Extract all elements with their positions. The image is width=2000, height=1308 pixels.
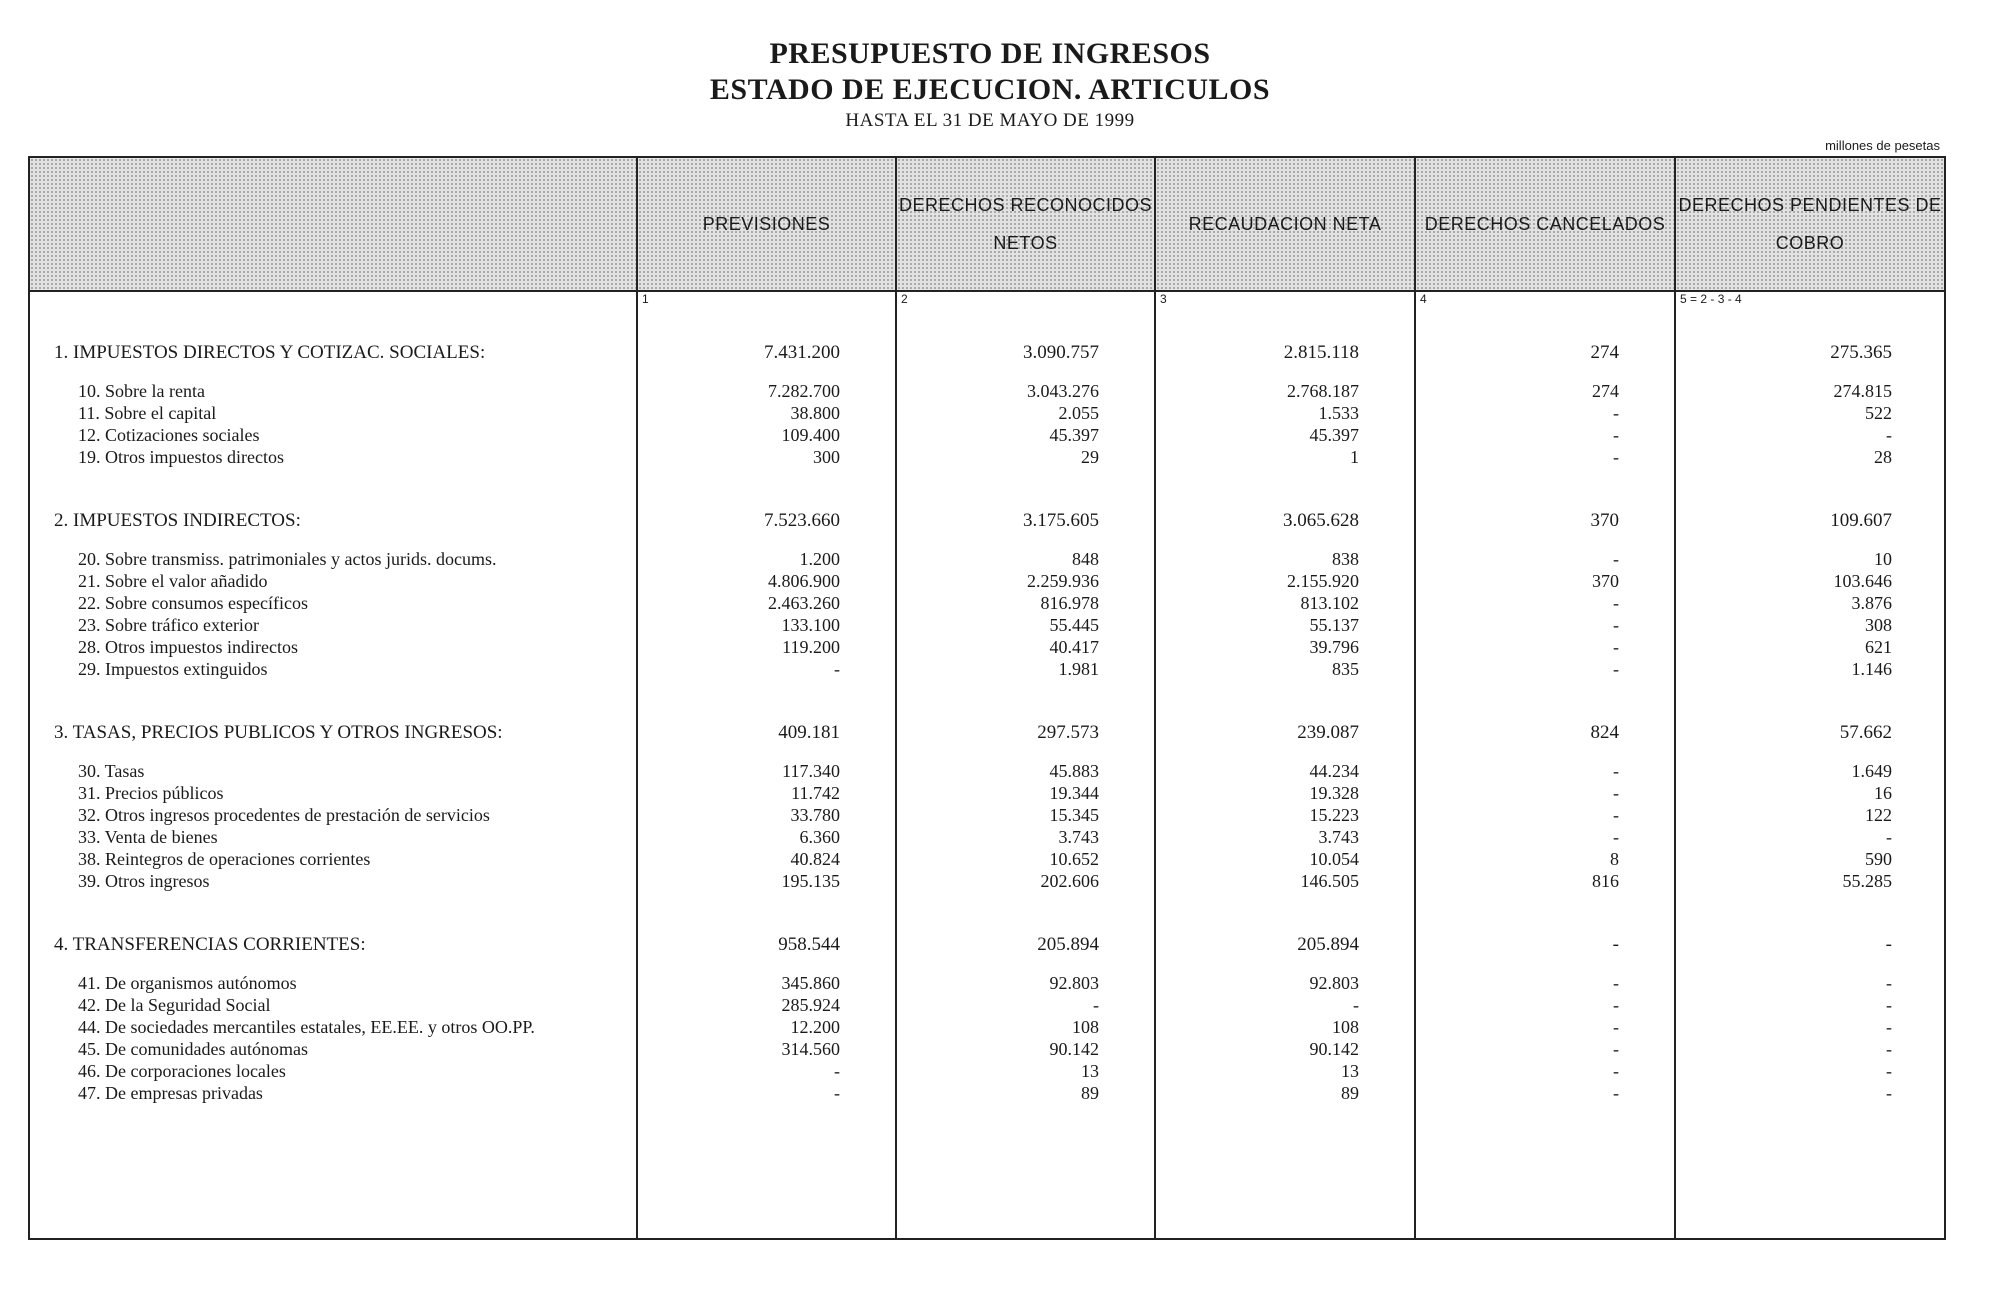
item-row-label: 47. De empresas privadas <box>29 1082 637 1104</box>
item-row-label: 11. Sobre el capital <box>29 402 637 424</box>
item-row-value-col4: - <box>1415 658 1675 680</box>
item-row-value-col3: 838 <box>1155 548 1415 570</box>
item-row-value-col3: 3.743 <box>1155 826 1415 848</box>
header-col-2: DERECHOS RECONOCIDOS NETOS <box>896 157 1155 291</box>
section-row-value-col4: 274 <box>1415 340 1675 366</box>
column-number: 1 <box>637 291 896 316</box>
report-header <box>0 36 1980 132</box>
item-row-value-col4: 8 <box>1415 848 1675 870</box>
item-row-value-col1: 6.360 <box>637 826 896 848</box>
item-row-value-col5: - <box>1675 826 1945 848</box>
section-row-value-col4: 370 <box>1415 508 1675 534</box>
header-col-5: DERECHOS PENDIENTES DE COBRO <box>1675 157 1945 291</box>
budget-table <box>28 156 1946 1240</box>
section-row-label: 4. TRANSFERENCIAS CORRIENTES: <box>29 932 637 958</box>
item-row-value-col1: 2.463.260 <box>637 592 896 614</box>
section-row-value-col3: 2.815.118 <box>1155 340 1415 366</box>
item-row-value-col3: 55.137 <box>1155 614 1415 636</box>
item-row-value-col3: 92.803 <box>1155 972 1415 994</box>
item-row-value-col1: 1.200 <box>637 548 896 570</box>
item-row-value-col3: 1 <box>1155 446 1415 468</box>
header-description <box>29 157 637 291</box>
item-row-value-col4: - <box>1415 994 1675 1016</box>
item-row-value-col2: 19.344 <box>896 782 1155 804</box>
report-date: HASTA EL 31 DE MAYO DE 1999 <box>845 110 1135 131</box>
item-row-value-col1: 314.560 <box>637 1038 896 1060</box>
item-row-label: 45. De comunidades autónomas <box>29 1038 637 1060</box>
item-row-value-col2: 1.981 <box>896 658 1155 680</box>
item-row-label: 46. De corporaciones locales <box>29 1060 637 1082</box>
item-row-value-col2: 45.397 <box>896 424 1155 446</box>
section-row <box>29 340 1945 366</box>
item-row-value-col4: - <box>1415 424 1675 446</box>
item-row-value-col2: 45.883 <box>896 760 1155 782</box>
item-row-value-col1: 195.135 <box>637 870 896 892</box>
item-row-value-col3: 2.768.187 <box>1155 380 1415 402</box>
header-col-1: PREVISIONES <box>637 157 896 291</box>
item-row-value-col4: 816 <box>1415 870 1675 892</box>
item-row-label: 31. Precios públicos <box>29 782 637 804</box>
item-row <box>29 402 1945 424</box>
item-row-value-col5: 103.646 <box>1675 570 1945 592</box>
section-row-value-col4: 824 <box>1415 720 1675 746</box>
item-row-label: 29. Impuestos extinguidos <box>29 658 637 680</box>
item-row-label: 19. Otros impuestos directos <box>29 446 637 468</box>
item-row-value-col3: 835 <box>1155 658 1415 680</box>
item-row <box>29 1060 1945 1082</box>
item-row-value-col2: 29 <box>896 446 1155 468</box>
item-row-value-col2: 3.043.276 <box>896 380 1155 402</box>
item-row-label: 23. Sobre tráfico exterior <box>29 614 637 636</box>
section-row-value-col2: 3.175.605 <box>896 508 1155 534</box>
section-row <box>29 720 1945 746</box>
item-row <box>29 870 1945 892</box>
item-row-value-col1: 11.742 <box>637 782 896 804</box>
item-row-value-col1: 12.200 <box>637 1016 896 1038</box>
column-number: 2 <box>896 291 1155 316</box>
item-row-value-col2: 55.445 <box>896 614 1155 636</box>
item-row-label: 10. Sobre la renta <box>29 380 637 402</box>
section-row-label: 3. TASAS, PRECIOS PUBLICOS Y OTROS INGRESOS: <box>29 720 637 746</box>
item-row-value-col1: 7.282.700 <box>637 380 896 402</box>
section-row-value-col1: 7.523.660 <box>637 508 896 534</box>
item-row-value-col4: 370 <box>1415 570 1675 592</box>
item-row-value-col4: - <box>1415 446 1675 468</box>
item-row-value-col4: - <box>1415 614 1675 636</box>
item-row <box>29 380 1945 402</box>
item-row-value-col1: 117.340 <box>637 760 896 782</box>
item-row-value-col4: - <box>1415 782 1675 804</box>
item-row-value-col2: 92.803 <box>896 972 1155 994</box>
item-row-value-col4: - <box>1415 592 1675 614</box>
item-row-value-col1: 38.800 <box>637 402 896 424</box>
item-row-value-col4: - <box>1415 826 1675 848</box>
item-row-label: 33. Venta de bienes <box>29 826 637 848</box>
item-row-value-col3: 10.054 <box>1155 848 1415 870</box>
item-row-value-col5: 122 <box>1675 804 1945 826</box>
section-row-value-col3: 239.087 <box>1155 720 1415 746</box>
item-row-value-col2: 3.743 <box>896 826 1155 848</box>
item-row-value-col1: 300 <box>637 446 896 468</box>
item-row <box>29 1016 1945 1038</box>
item-row-value-col4: - <box>1415 1060 1675 1082</box>
item-row-value-col4: - <box>1415 548 1675 570</box>
item-row-value-col4: - <box>1415 1016 1675 1038</box>
item-row-label: 20. Sobre transmiss. patrimoniales y actos jurids. docums. <box>29 548 637 570</box>
section-row-value-col5: 275.365 <box>1675 340 1945 366</box>
item-row-value-col2: 108 <box>896 1016 1155 1038</box>
table-body <box>29 291 1945 1239</box>
header-col-4: DERECHOS CANCELADOS <box>1415 157 1675 291</box>
section-row-label: 2. IMPUESTOS INDIRECTOS: <box>29 508 637 534</box>
item-row-value-col5: 3.876 <box>1675 592 1945 614</box>
item-row <box>29 658 1945 680</box>
item-row-value-col5: 1.649 <box>1675 760 1945 782</box>
item-row-value-col5: - <box>1675 994 1945 1016</box>
item-row-value-col2: 816.978 <box>896 592 1155 614</box>
item-row-value-col3: 146.505 <box>1155 870 1415 892</box>
item-row-value-col5: 16 <box>1675 782 1945 804</box>
section-row-value-col1: 958.544 <box>637 932 896 958</box>
item-row-label: 12. Cotizaciones sociales <box>29 424 637 446</box>
item-row-label: 42. De la Seguridad Social <box>29 994 637 1016</box>
item-row-value-col5: - <box>1675 1082 1945 1104</box>
item-row-label: 38. Reintegros de operaciones corrientes <box>29 848 637 870</box>
item-row-value-col3: 1.533 <box>1155 402 1415 424</box>
item-row-value-col4: - <box>1415 760 1675 782</box>
item-row-value-col5: 55.285 <box>1675 870 1945 892</box>
column-number: 4 <box>1415 291 1675 316</box>
section-row-value-col3: 3.065.628 <box>1155 508 1415 534</box>
item-row-value-col1: 40.824 <box>637 848 896 870</box>
item-row <box>29 548 1945 570</box>
item-row-value-col4: - <box>1415 402 1675 424</box>
item-row-value-col5: 10 <box>1675 548 1945 570</box>
item-row-value-col1: 133.100 <box>637 614 896 636</box>
section-row-value-col1: 409.181 <box>637 720 896 746</box>
header-col-3: RECAUDACION NETA <box>1155 157 1415 291</box>
section-row <box>29 932 1945 958</box>
item-row-value-col3: 108 <box>1155 1016 1415 1038</box>
item-row-value-col5: 522 <box>1675 402 1945 424</box>
item-row <box>29 446 1945 468</box>
item-row-value-col2: 2.259.936 <box>896 570 1155 592</box>
item-row-value-col3: - <box>1155 994 1415 1016</box>
item-row <box>29 614 1945 636</box>
item-row <box>29 570 1945 592</box>
item-row <box>29 1038 1945 1060</box>
item-row-value-col1: 345.860 <box>637 972 896 994</box>
item-row-value-col1: - <box>637 1060 896 1082</box>
item-row-value-col2: 13 <box>896 1060 1155 1082</box>
item-row-value-col4: - <box>1415 972 1675 994</box>
item-row-value-col3: 45.397 <box>1155 424 1415 446</box>
item-row-value-col2: 15.345 <box>896 804 1155 826</box>
item-row-value-col3: 39.796 <box>1155 636 1415 658</box>
item-row-value-col3: 13 <box>1155 1060 1415 1082</box>
item-row-value-col1: - <box>637 1082 896 1104</box>
item-row-value-col2: 89 <box>896 1082 1155 1104</box>
item-row-label: 41. De organismos autónomos <box>29 972 637 994</box>
section-row-label: 1. IMPUESTOS DIRECTOS Y COTIZAC. SOCIALES: <box>29 340 637 366</box>
section-row-value-col1: 7.431.200 <box>637 340 896 366</box>
item-row-value-col3: 44.234 <box>1155 760 1415 782</box>
item-row-value-col5: 1.146 <box>1675 658 1945 680</box>
item-row-value-col2: 848 <box>896 548 1155 570</box>
section-row-value-col5: 109.607 <box>1675 508 1945 534</box>
item-row-value-col1: 119.200 <box>637 636 896 658</box>
item-row-value-col2: 40.417 <box>896 636 1155 658</box>
item-row <box>29 760 1945 782</box>
report-title: PRESUPUESTO DE INGRESOS <box>769 37 1211 70</box>
item-row <box>29 848 1945 870</box>
item-row-value-col2: 2.055 <box>896 402 1155 424</box>
column-number-row <box>29 291 1945 316</box>
item-row-value-col1: 4.806.900 <box>637 570 896 592</box>
item-row-value-col2: 90.142 <box>896 1038 1155 1060</box>
item-row <box>29 592 1945 614</box>
item-row <box>29 782 1945 804</box>
table-bottom-filler <box>29 1104 1945 1239</box>
item-row-value-col4: 274 <box>1415 380 1675 402</box>
item-row-value-col5: 621 <box>1675 636 1945 658</box>
item-row-value-col1: 285.924 <box>637 994 896 1016</box>
item-row-value-col1: 109.400 <box>637 424 896 446</box>
item-row-label: 44. De sociedades mercantiles estatales, EE.EE. y otros OO.PP. <box>29 1016 637 1038</box>
item-row-label: 30. Tasas <box>29 760 637 782</box>
item-row-label: 21. Sobre el valor añadido <box>29 570 637 592</box>
item-row-value-col5: - <box>1675 1060 1945 1082</box>
item-row-label: 39. Otros ingresos <box>29 870 637 892</box>
item-row-value-col3: 90.142 <box>1155 1038 1415 1060</box>
item-row-value-col5: 308 <box>1675 614 1945 636</box>
item-row <box>29 804 1945 826</box>
item-row-value-col1: - <box>637 658 896 680</box>
item-row-value-col5: 274.815 <box>1675 380 1945 402</box>
item-row <box>29 994 1945 1016</box>
item-row-value-col3: 89 <box>1155 1082 1415 1104</box>
section-row-value-col2: 205.894 <box>896 932 1155 958</box>
section-row-value-col5: - <box>1675 932 1945 958</box>
item-row <box>29 424 1945 446</box>
item-row-value-col3: 2.155.920 <box>1155 570 1415 592</box>
item-row-value-col4: - <box>1415 1082 1675 1104</box>
item-row-value-col5: 590 <box>1675 848 1945 870</box>
item-row-label: 28. Otros impuestos indirectos <box>29 636 637 658</box>
section-row <box>29 508 1945 534</box>
section-row-value-col2: 3.090.757 <box>896 340 1155 366</box>
item-row-value-col2: 202.606 <box>896 870 1155 892</box>
item-row-value-col2: 10.652 <box>896 848 1155 870</box>
item-row-label: 22. Sobre consumos específicos <box>29 592 637 614</box>
item-row-value-col3: 15.223 <box>1155 804 1415 826</box>
item-row-value-col4: - <box>1415 636 1675 658</box>
item-row-value-col5: - <box>1675 972 1945 994</box>
item-row-value-col1: 33.780 <box>637 804 896 826</box>
header-row <box>29 157 1945 291</box>
item-row <box>29 972 1945 994</box>
item-row-value-col5: - <box>1675 424 1945 446</box>
section-row-value-col3: 205.894 <box>1155 932 1415 958</box>
units-note: millones de pesetas <box>1825 138 1940 153</box>
item-row <box>29 636 1945 658</box>
item-row <box>29 1082 1945 1104</box>
item-row-value-col3: 813.102 <box>1155 592 1415 614</box>
section-row-value-col5: 57.662 <box>1675 720 1945 746</box>
column-number: 3 <box>1155 291 1415 316</box>
section-row-value-col2: 297.573 <box>896 720 1155 746</box>
item-row-value-col5: 28 <box>1675 446 1945 468</box>
item-row-value-col5: - <box>1675 1016 1945 1038</box>
item-row-value-col4: - <box>1415 804 1675 826</box>
item-row-value-col3: 19.328 <box>1155 782 1415 804</box>
report-subtitle: ESTADO DE EJECUCION. ARTICULOS <box>709 73 1271 106</box>
item-row-label: 32. Otros ingresos procedentes de prestación de servicios <box>29 804 637 826</box>
column-number: 5 = 2 - 3 - 4 <box>1675 291 1945 316</box>
item-row-value-col5: - <box>1675 1038 1945 1060</box>
item-row <box>29 826 1945 848</box>
section-row-value-col4: - <box>1415 932 1675 958</box>
item-row-value-col4: - <box>1415 1038 1675 1060</box>
item-row-value-col2: - <box>896 994 1155 1016</box>
